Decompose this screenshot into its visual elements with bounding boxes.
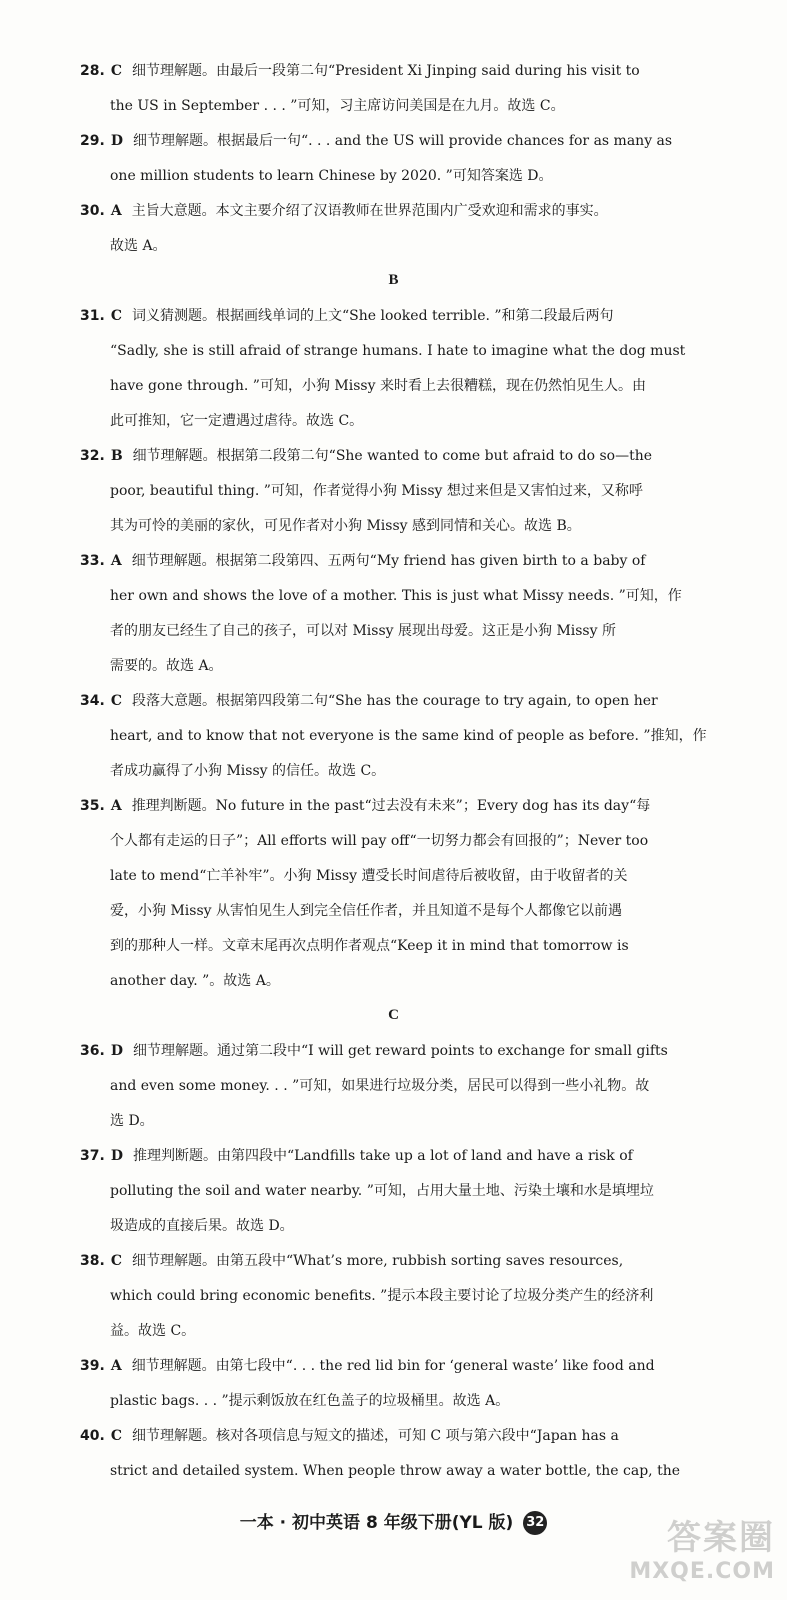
explanation-text: poor, beautiful thing. ”可知，作者觉得小狗 Missy 想过来但是又害怕过来，又称呼 bbox=[110, 483, 643, 499]
watermark-logo: 答案圈 bbox=[667, 1518, 775, 1558]
section-heading-b: B bbox=[388, 272, 399, 288]
explanation-text: one million students to learn Chinese by 2020. ”可知答案选 D。 bbox=[110, 168, 553, 184]
answer-line bbox=[80, 692, 658, 710]
answer-line bbox=[80, 1147, 633, 1165]
question-number: 38. bbox=[80, 1253, 105, 1269]
answer-letter: D bbox=[110, 133, 123, 149]
explanation-text: 者的朋友已经生了自己的孩子，可以对 Missy 展现出母爱。这正是小狗 Missy 所 bbox=[110, 623, 616, 639]
explanation-text: 细节理解题。根据第二段第四、五两句“My friend has given birth to a baby of bbox=[131, 553, 646, 569]
explanation-text: 圾造成的直接后果。故选 D。 bbox=[110, 1218, 294, 1234]
question-number: 29. bbox=[80, 133, 105, 149]
explanation-text: strict and detailed system. When people throw away a water bottle, the cap, the bbox=[110, 1463, 680, 1479]
answer-letter: C bbox=[110, 63, 122, 79]
question-number: 30. bbox=[80, 203, 105, 219]
explanation-text: 到的那种人一样。文章末尾再次点明作者观点“Keep it in mind that tomorrow is bbox=[110, 938, 629, 954]
question-number: 32. bbox=[80, 448, 105, 464]
footer-title: 一本 · 初中英语 8 年级下册(YL 版) bbox=[239, 1513, 514, 1533]
explanation-text: 细节理解题。由第五段中“What’s more, rubbish sorting saves resources, bbox=[131, 1253, 624, 1269]
explanation-text: 主旨大意题。本文主要介绍了汉语教师在世界范围内广受欢迎和需求的事实。 bbox=[131, 203, 608, 219]
explanation-text: 推理判断题。由第四段中“Landfills take up a lot of land and have a risk of bbox=[132, 1148, 633, 1164]
explanation-text: and even some money. . . ”可知，如果进行垃圾分类，居民可以得到一些小礼物。故 bbox=[110, 1078, 650, 1094]
page-number-badge: 32 bbox=[523, 1511, 547, 1535]
answer-letter: A bbox=[110, 798, 122, 814]
explanation-text: 段落大意题。根据第四段第二句“She has the courage to try again, to open her bbox=[131, 693, 658, 709]
question-number: 34. bbox=[80, 693, 105, 709]
answer-letter: A bbox=[110, 553, 122, 569]
question-number: 36. bbox=[80, 1043, 105, 1059]
explanation-text: 细节理解题。核对各项信息与短文的描述，可知 C 项与第六段中“Japan has a bbox=[131, 1428, 619, 1444]
question-number: 28. bbox=[80, 63, 105, 79]
answer-line bbox=[80, 307, 614, 325]
explanation-text: late to mend“亡羊补牢”。小狗 Missy 遭受长时间虐待后被收留，由于收留者的关 bbox=[110, 868, 628, 884]
explanation-text: 细节理解题。由第七段中“. . . the red lid bin for ‘general waste’ like food and bbox=[131, 1358, 655, 1374]
explanation-text: 词义猜测题。根据画线单词的上文“She looked terrible. ”和第二段最后两句 bbox=[131, 308, 614, 324]
watermark bbox=[629, 1510, 775, 1584]
answer-letter: A bbox=[110, 203, 122, 219]
explanation-text: 者成功赢得了小狗 Missy 的信任。故选 C。 bbox=[110, 763, 386, 779]
question-number: 40. bbox=[80, 1428, 105, 1444]
explanation-text: 故选 A。 bbox=[110, 238, 167, 254]
explanation-text: 此可推知，它一定遭遇过虐待。故选 C。 bbox=[110, 413, 364, 429]
answer-letter: C bbox=[110, 693, 122, 709]
question-number: 37. bbox=[80, 1148, 105, 1164]
answer-letter: C bbox=[110, 1428, 122, 1444]
answer-letter: A bbox=[110, 1358, 122, 1374]
explanation-text: her own and shows the love of a mother. This is just what Missy needs. ”可知，作 bbox=[110, 588, 682, 604]
explanation-text: have gone through. ”可知，小狗 Missy 来时看上去很糟糕，现在仍然怕见生人。由 bbox=[110, 378, 646, 394]
explanation-text: 其为可怜的美丽的家伙，可见作者对小狗 Missy 感到同情和关心。故选 B。 bbox=[110, 518, 581, 534]
answer-letter: C bbox=[110, 1253, 122, 1269]
answer-letter: C bbox=[110, 308, 122, 324]
watermark-url: MXQE.COM bbox=[629, 1559, 775, 1584]
answer-letter: D bbox=[110, 1043, 123, 1059]
explanation-text: 细节理解题。由最后一段第二句“President Xi Jinping said during his visit to bbox=[131, 63, 640, 79]
answer-letter: D bbox=[110, 1148, 123, 1164]
question-number: 31. bbox=[80, 308, 105, 324]
answer-line bbox=[80, 1042, 668, 1060]
explanation-text: the US in September . . . ”可知，习主席访问美国是在九月。故选 C。 bbox=[110, 98, 565, 114]
explanation-text: 个人都有走运的日子”；All efforts will pay off“一切努力都会有回报的”；Never too bbox=[110, 833, 649, 849]
answer-line bbox=[80, 447, 652, 465]
explanation-text: plastic bags. . . ”提示剩饭放在红色盖子的垃圾桶里。故选 A。 bbox=[110, 1393, 510, 1409]
answer-line bbox=[80, 62, 640, 80]
question-number: 39. bbox=[80, 1358, 105, 1374]
explanation-text: which could bring economic benefits. ”提示本段主要讨论了垃圾分类产生的经济利 bbox=[110, 1288, 654, 1304]
answer-line bbox=[80, 797, 650, 815]
answer-line bbox=[80, 1252, 623, 1270]
question-number: 33. bbox=[80, 553, 105, 569]
answer-line bbox=[80, 1357, 655, 1375]
explanation-text: 爱，小狗 Missy 从害怕见生人到完全信任作者，并且知道不是每个人都像它以前遇 bbox=[110, 903, 622, 919]
answer-line bbox=[80, 1427, 619, 1445]
answer-letter: B bbox=[110, 448, 123, 464]
question-number: 35. bbox=[80, 798, 105, 814]
explanation-text: 益。故选 C。 bbox=[110, 1323, 196, 1339]
explanation-text: 细节理解题。根据第二段第二句“She wanted to come but afraid to do so—the bbox=[132, 448, 653, 464]
explanation-text: polluting the soil and water nearby. ”可知，占用大量土地、污染土壤和水是填埋垃 bbox=[110, 1183, 654, 1199]
section-heading-c: C bbox=[388, 1007, 399, 1023]
answer-line bbox=[80, 552, 645, 570]
explanation-text: heart, and to know that not everyone is the same kind of people as before. ”推知，作 bbox=[110, 728, 707, 744]
explanation-text: 细节理解题。根据最后一句“. . . and the US will provide chances for as many as bbox=[132, 133, 673, 149]
explanation-text: 选 D。 bbox=[110, 1113, 154, 1129]
answer-line bbox=[80, 202, 608, 220]
explanation-text: 推理判断题。No future in the past“过去没有未来”；Every dog has its day“每 bbox=[131, 798, 651, 814]
explanation-text: “Sadly, she is still afraid of strange humans. I hate to imagine what the dog must bbox=[110, 343, 686, 359]
answer-line bbox=[80, 132, 672, 150]
explanation-text: another day. ”。故选 A。 bbox=[110, 973, 280, 989]
explanation-text: 需要的。故选 A。 bbox=[110, 658, 223, 674]
explanation-text: 细节理解题。通过第二段中“I will get reward points to exchange for small gifts bbox=[132, 1043, 668, 1059]
